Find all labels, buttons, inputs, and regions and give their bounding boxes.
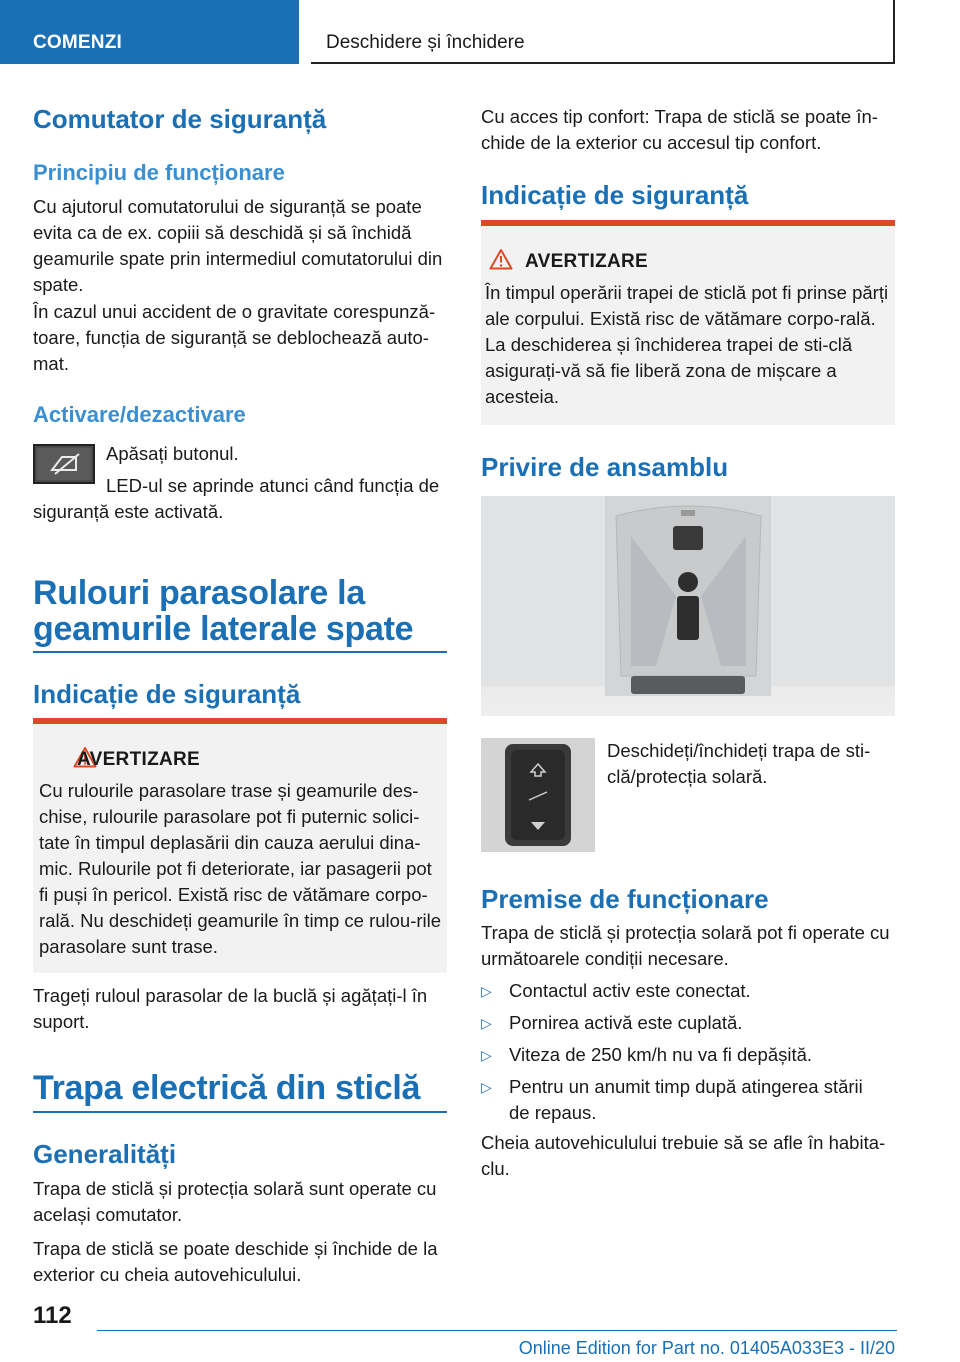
heading-activate: Activare/dezactivare [33, 402, 246, 427]
chapter-header [311, 0, 895, 64]
heading-safety-note-left: Indicație de siguranță [33, 679, 301, 709]
warning-title: AVERTIZARE [525, 251, 648, 272]
bullet-triangle-icon: ▷ [481, 1015, 492, 1031]
bullet-triangle-icon: ▷ [481, 1047, 492, 1063]
warning-text: Cu rulourile parasolare trase și geamurile des-chise, rulourile parasolare pot fi puternic solici-tate în timpul deplasării din cauza aerului dina-mic. Rulourile pot fi deteriorate, iar pasagerii pot fi puși în pericol. Există risc de vătămare corpo-rală. Nu deschideți geamurile în timp ce rulou-rile parasolare sunt trase. [39, 780, 442, 957]
warning-text: În timpul operării trapei de sticlă pot fi prinse părți ale corpului. Există risc de vătămare corpo-rală. La deschiderea și închiderea trapei de sti-clă asigurați-vă să fie liberă zona de mișcare a acesteia. [485, 282, 889, 407]
paragraph-general-2: Trapa de sticlă se poate deschide și închide de la exterior cu cheia autovehiculului. [33, 1238, 438, 1285]
paragraph-switch-caption: Deschideți/închideți trapa de sti-clă/protecția solară. [607, 740, 871, 787]
paragraph-general-1: Trapa de sticlă și protecția solară sunt operate cu același comutator. [33, 1178, 437, 1225]
heading-sunblinds: Rulouri parasolare la geamurile laterale spate [33, 574, 414, 648]
warning-bar [33, 718, 447, 724]
roof-console-image [481, 496, 895, 716]
list-item-text: Pornirea activă este cuplată. [509, 1012, 743, 1033]
warning-box-left [33, 718, 447, 973]
heading-roof: Trapa electrică din sticlă [33, 1069, 421, 1107]
roof-switch-image [481, 738, 595, 852]
paragraph-principle-2: În cazul unui accident de o gravitate corespunză-toare, funcția de siguranță se deblochează auto-mat. [33, 301, 436, 374]
chapter-title: Deschidere și închidere [326, 32, 525, 53]
heading-rule [33, 1111, 447, 1113]
heading-principle: Principiu de funcționare [33, 160, 285, 185]
section-tab [0, 0, 299, 64]
section-label: COMENZI [33, 32, 123, 53]
paragraph-led: LED-ul se aprinde atunci când funcția de siguranță este activată. [33, 475, 440, 522]
paragraph-key: Cheia autovehiculului trebuie să se afle în habita-clu. [481, 1132, 886, 1179]
footer-edition: Online Edition for Part no. 01405A033E3 - II/20 [518, 1338, 895, 1358]
warning-triangle-icon [489, 248, 513, 270]
heading-rule [33, 651, 447, 653]
warning-box-right [481, 220, 895, 425]
warning-bar [481, 220, 895, 226]
paragraph-comfort: Cu acces tip confort: Trapa de sticlă se poate în-chide de la exterior cu accesul tip confort. [481, 106, 878, 153]
heading-prereq: Premise de funcționare [481, 884, 769, 914]
page-number: 112 [33, 1302, 72, 1329]
heading-safety-switch: Comutator de siguranță [33, 104, 327, 134]
bullet-triangle-icon: ▷ [481, 983, 492, 999]
heading-general: Generalități [33, 1139, 177, 1169]
heading-safety-note-right: Indicație de siguranță [481, 180, 749, 210]
paragraph-press: Apăsați butonul. [106, 443, 239, 464]
paragraph-prereq: Trapa de sticlă și protecția solară pot fi operate cu următoarele condiții necesare. [481, 922, 890, 969]
bullet-triangle-icon: ▷ [481, 1079, 492, 1095]
footer-rule [97, 1330, 897, 1331]
heading-overview: Privire de ansamblu [481, 452, 729, 482]
list-item-text: Pentru un anumit timp după atingerea stării de repaus. [509, 1076, 863, 1123]
list-item-text: Contactul activ este conectat. [509, 980, 751, 1001]
warning-title: AVERTIZARE [77, 749, 200, 770]
list-item-text: Viteza de 250 km/h nu va fi depășită. [509, 1044, 813, 1065]
paragraph-pull: Trageți ruloul parasolar de la buclă și agățați-l în suport. [33, 985, 428, 1032]
paragraph-principle-1: Cu ajutorul comutatorului de siguranță se poate evita ca de ex. copiii să deschidă și să închidă geamurile spate prin intermediul comutatorului din spate. [33, 196, 443, 295]
